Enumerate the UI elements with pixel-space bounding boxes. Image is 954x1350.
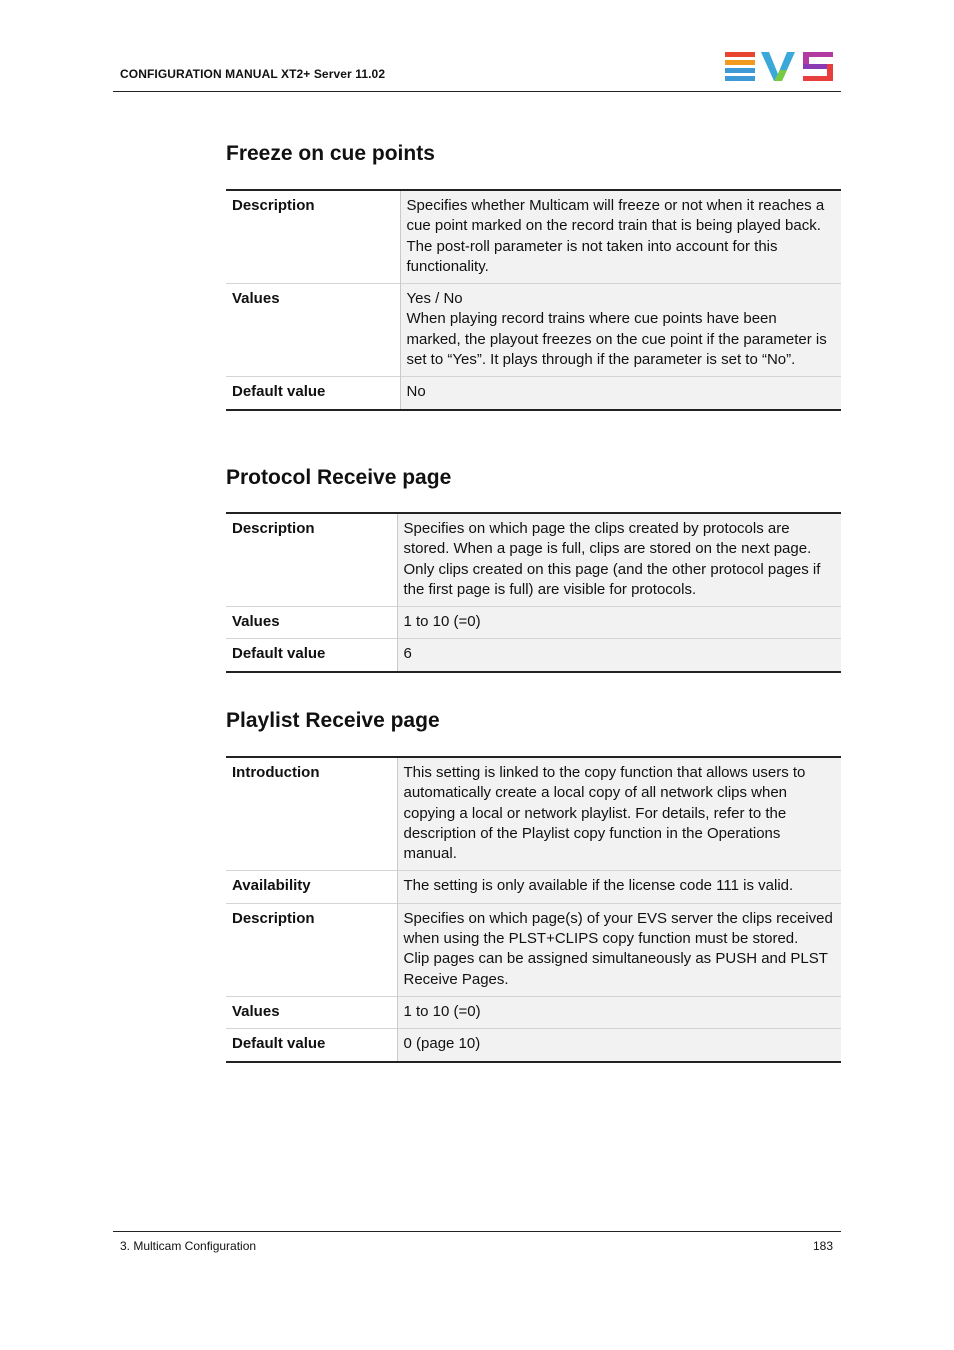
table-row (226, 996, 841, 1028)
row-key: Default value (226, 1029, 397, 1062)
value-line: Specifies whether Multicam will freeze or not when it reaches a cue point marked on the record train that is being played back. (406, 197, 825, 235)
value-line: Specifies on which page the clips created by protocols are stored. When a page is full, clips are stored on the next page. Only clips created on this page (and the other protocol pages if the first page is full) are visible for protocols. (403, 520, 821, 598)
value-line: 0 (page 10) (403, 1035, 481, 1053)
row-key: Values (226, 607, 397, 639)
row-value (397, 996, 841, 1028)
protocol-receive-page-table (226, 512, 841, 673)
row-value (397, 1029, 841, 1062)
row-key: Default value (226, 377, 400, 410)
footer-chapter: 3. Multicam Configuration (120, 1239, 257, 1253)
value-line: 1 to 10 (=0) (403, 1002, 481, 1020)
value-line: The post-roll parameter is not taken into account for this functionality. (406, 237, 778, 275)
playlist-receive-page-table (226, 756, 841, 1063)
footer-page-number: 183 (812, 1239, 833, 1253)
evs-logo (725, 52, 835, 82)
value-line: Specifies on which page(s) of your EVS server the clips received when using the PLST+CLIPS copy function must be stored. (403, 909, 833, 948)
row-value (397, 639, 841, 672)
row-key: Introduction (226, 757, 397, 871)
header-title: CONFIGURATION MANUAL XT2+ Server 11.02 (120, 67, 386, 81)
table-row (226, 903, 841, 996)
table-row (226, 757, 841, 871)
table-row (226, 513, 841, 607)
table-row (226, 607, 841, 639)
value-line: Clip pages can be assigned simultaneously as PUSH and PLST Receive Pages. (403, 950, 828, 988)
row-key: Values (226, 284, 400, 377)
row-value (397, 871, 841, 903)
row-value (400, 377, 841, 410)
row-value (397, 513, 841, 607)
row-value (400, 284, 841, 377)
section-title-freeze-on-cue-points: Freeze on cue points (226, 142, 435, 165)
section-title-playlist-receive-page: Playlist Receive page (226, 709, 440, 732)
table-row (226, 190, 841, 284)
row-key: Description (226, 903, 397, 996)
table-row (226, 1029, 841, 1062)
value-line: No (406, 383, 426, 401)
section-title-protocol-receive-page: Protocol Receive page (226, 466, 452, 489)
row-key: Description (226, 190, 400, 284)
page-header (113, 50, 841, 92)
row-value (397, 903, 841, 996)
row-key: Values (226, 996, 397, 1028)
row-key: Default value (226, 639, 397, 672)
value-line: When playing record trains where cue points have been marked, the playout freezes on the cue point if the parameter is set to “Yes”. It plays through if the parameter is set to “No”. (406, 310, 827, 369)
table-row (226, 871, 841, 903)
value-line: Yes / No (406, 290, 463, 308)
freeze-on-cue-points-table (226, 189, 841, 411)
page-footer (113, 1231, 841, 1253)
row-value (397, 757, 841, 871)
value-line: 1 to 10 (=0) (403, 613, 481, 631)
table-row (226, 377, 841, 410)
table-row (226, 284, 841, 377)
row-value (397, 607, 841, 639)
row-value (400, 190, 841, 284)
value-line: The setting is only available if the license code 111 is valid. (403, 877, 794, 895)
table-row (226, 639, 841, 672)
value-line: This setting is linked to the copy function that allows users to automatically create a local copy of all network clips when copying a local or network playlist. For details, refer to the description of the Playlist copy function in the Operations manual. (403, 764, 806, 863)
row-key: Availability (226, 871, 397, 903)
row-key: Description (226, 513, 397, 607)
value-line: 6 (403, 645, 412, 663)
